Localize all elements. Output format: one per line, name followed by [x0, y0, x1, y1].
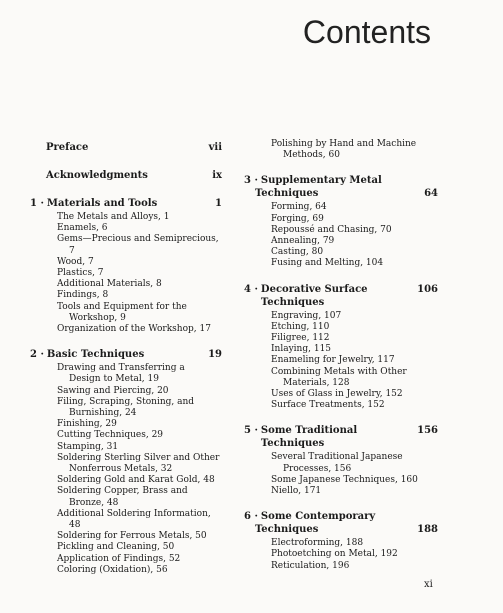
toc-chapter-1: [30, 197, 222, 210]
chapter-page: 1: [215, 198, 222, 209]
toc-chapter-2: [30, 348, 222, 361]
chapter-page: 156: [417, 425, 438, 437]
toc-entry: Repoussé and Chasing, 70: [271, 224, 392, 235]
front-page: vii: [208, 142, 222, 153]
toc-entry: Tools and Equipment for the Workshop, 9: [57, 301, 187, 323]
chapter-number: 1 ·: [30, 198, 44, 209]
toc-entry: Soldering for Ferrous Metals, 50: [57, 531, 207, 542]
toc-entry: Uses of Glass in Jewelry, 152: [271, 389, 403, 400]
toc-entry: Reticulation, 196: [271, 560, 350, 571]
chapter-2-entries: [30, 363, 222, 576]
chapter-title-line1: Supplementary Metal: [260, 175, 382, 187]
chapter-number: 3 ·: [244, 175, 258, 187]
page-number: xi: [424, 579, 433, 590]
toc-entry: Sawing and Piercing, 20: [57, 385, 169, 396]
page-title: Contents: [302, 14, 431, 50]
toc-entry: Polishing by Hand and Machine Methods, 60: [271, 139, 417, 161]
chapter-3-entries: [244, 202, 438, 269]
toc-entry: Wood, 7: [57, 256, 94, 267]
chapter-title-line2: Techniques: [255, 524, 319, 536]
toc-entry: Additional Materials, 8: [57, 279, 162, 290]
toc-chapter-3: [244, 174, 438, 200]
toc-entry: Stamping, 31: [57, 441, 119, 452]
chapter-5-entries: [244, 452, 438, 497]
toc-entry: Niello, 171: [271, 486, 322, 497]
toc-entry: Casting, 80: [271, 247, 324, 258]
front-label: Preface: [46, 142, 89, 153]
toc-entry: Soldering Sterling Silver and Other Nonferrous Metals, 32: [57, 452, 220, 475]
toc-entry: The Metals and Alloys, 1: [57, 212, 170, 222]
chapter-title: Basic Techniques: [46, 349, 145, 361]
toc-chapter-5: [244, 424, 438, 450]
continued-entries: [244, 139, 438, 161]
toc-entry: Surface Treatments, 152: [271, 400, 385, 411]
toc-entry: Some Japanese Techniques, 160: [271, 474, 418, 485]
toc-entry: Photoetching on Metal, 192: [271, 549, 398, 560]
toc-chapter-4: [244, 283, 438, 309]
toc-entry: Filing, Scraping, Stoning, and Burnishing, 24: [57, 396, 195, 419]
chapter-1-entries: [30, 212, 222, 335]
chapter-page: 64: [424, 188, 438, 200]
chapter-title-line1: Some Contemporary: [260, 511, 376, 523]
front-page: ix: [212, 170, 222, 181]
toc-entry: Finishing, 29: [57, 419, 117, 430]
toc-entry: Engraving, 107: [271, 310, 342, 321]
toc-entry: Drawing and Transferring a Design to Metal, 19: [57, 363, 185, 385]
chapter-number: 2 ·: [30, 349, 44, 361]
toc-entry: Annealing, 79: [271, 236, 335, 247]
chapter-page: 106: [417, 283, 438, 295]
toc-entry: Fusing and Melting, 104: [271, 258, 384, 269]
toc-entry: Filigree, 112: [271, 333, 330, 344]
toc-entry: Organization of the Workshop, 17: [57, 324, 211, 335]
chapter-title: Materials and Tools: [46, 198, 158, 209]
toc-entry: Application of Findings, 52: [57, 553, 181, 564]
toc-entry: Enamels, 6: [57, 223, 108, 234]
toc-entry: Soldering Copper, Brass and Bronze, 48: [57, 486, 188, 508]
chapter-6-entries: [244, 538, 438, 572]
toc-entry: Cutting Techniques, 29: [57, 430, 164, 441]
toc-entry: Forging, 69: [271, 213, 324, 224]
toc-entry: Additional Soldering Information, 48: [57, 508, 211, 531]
toc-entry: Soldering Gold and Karat Gold, 48: [57, 475, 215, 486]
toc-entry: Plastics, 7: [57, 268, 104, 279]
toc-entry: Enameling for Jewelry, 117: [271, 355, 395, 366]
toc-entry: Coloring (Oxidation), 56: [57, 564, 168, 575]
toc-entry: Electroforming, 188: [271, 538, 364, 549]
toc-entry: Forming, 64: [271, 202, 327, 213]
chapter-4-entries: [244, 311, 438, 412]
toc-entry: Findings, 8: [57, 290, 109, 301]
chapter-page: 188: [417, 524, 438, 536]
toc-chapter-6: [244, 510, 438, 536]
toc-entry: Gems—Precious and Semiprecious, 7: [57, 234, 219, 256]
chapter-number: 5 ·: [244, 425, 258, 437]
toc-entry: Inlaying, 115: [271, 344, 332, 355]
chapter-title-line2: Techniques: [255, 188, 319, 200]
toc-entry: Combining Metals with Other Materials, 128: [271, 366, 407, 388]
front-label: Acknowledgments: [46, 170, 148, 181]
chapter-number: 6 ·: [244, 511, 258, 523]
toc-entry: Etching, 110: [271, 321, 330, 332]
chapter-number: 4 ·: [244, 283, 258, 295]
chapter-page: 19: [208, 349, 222, 361]
chapter-title: Some Traditional Techniques: [260, 425, 358, 450]
toc-right-column: [244, 139, 438, 572]
toc-entry: Pickling and Cleaning, 50: [57, 542, 175, 553]
toc-front-acknowledgments: [30, 169, 222, 182]
chapter-title: Decorative Surface Techniques: [260, 283, 368, 308]
toc-left-column: [30, 141, 222, 576]
toc-entry: Several Traditional Japanese Processes, 156: [271, 452, 403, 474]
toc-front-preface: [30, 141, 222, 154]
